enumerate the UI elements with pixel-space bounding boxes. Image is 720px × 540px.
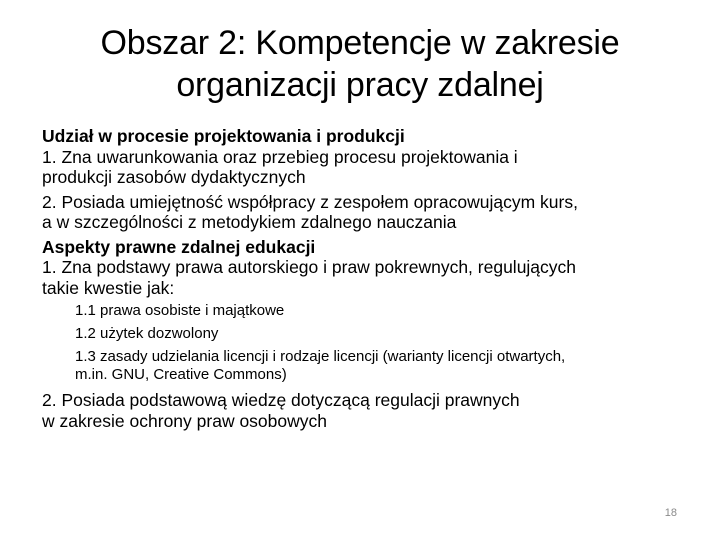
sub-list-item-licensing: 1.3 zasady udzielania licencji i rodzaje licencji (warianty licencji otwartych,	[75, 348, 566, 365]
section-heading-design: Udział w procesie projektowania i produkcji	[42, 126, 405, 146]
sub-list-item-fair-use: 1.2 użytek dozwolony	[75, 325, 219, 342]
list-item-design-1	[42, 147, 682, 188]
slide-content	[42, 126, 682, 435]
list-item-text: 2. Posiada podstawową wiedzę dotyczącą regulacji prawnych	[42, 390, 520, 410]
sub-list	[75, 302, 682, 384]
list-item-legal-1	[42, 257, 682, 298]
list-item-text: produkcji zasobów dydaktycznych	[42, 167, 306, 187]
list-item-design-2	[42, 192, 682, 233]
list-item-text: a w szczególności z metodykiem zdalnego nauczania	[42, 212, 457, 232]
list-item-text: 1. Zna uwarunkowania oraz przebieg procesu projektowania i	[42, 146, 518, 167]
sub-list-item-personal-rights: 1.1 prawa osobiste i majątkowe	[75, 302, 285, 319]
section-heading-legal: Aspekty prawne zdalnej edukacji	[42, 236, 316, 257]
slide-title-line-1: Obszar 2: Kompetencje w zakresie	[100, 24, 620, 62]
list-item-text: w zakresie ochrony praw osobowych	[42, 410, 327, 431]
sub-list-item-licensing-cont: m.in. GNU, Creative Commons)	[75, 366, 287, 383]
slide-title	[40, 22, 680, 106]
slide-title-line-2: organizacji pracy zdalnej	[176, 66, 544, 104]
list-item-legal-2	[42, 390, 682, 431]
list-item-text: 2. Posiada umiejętność współpracy z zespołem opracowującym kurs,	[42, 191, 578, 212]
list-item-text: 1. Zna podstawy prawa autorskiego i praw pokrewnych, regulujących	[42, 257, 577, 277]
list-item-text: takie kwestie jak:	[42, 277, 175, 298]
page-number: 18	[664, 507, 677, 519]
